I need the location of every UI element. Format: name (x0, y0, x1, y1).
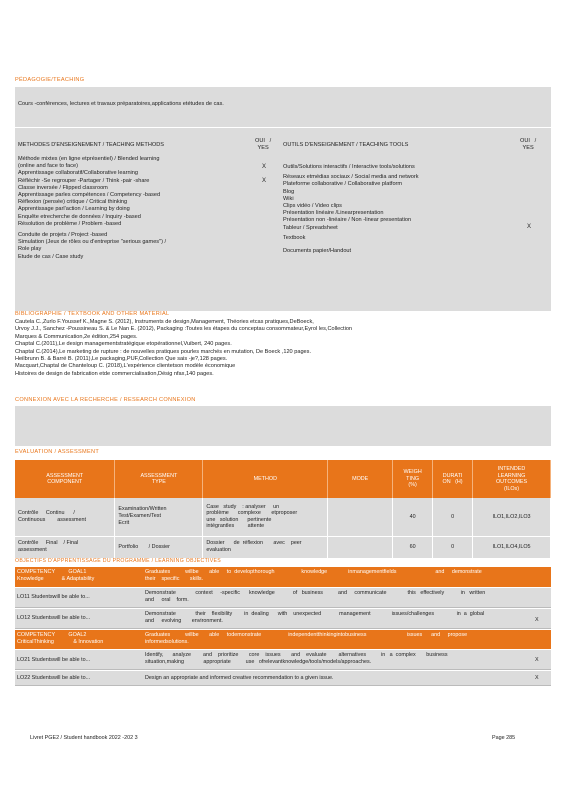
method-check-mark: X (262, 178, 267, 184)
row-component: Contrôle Final / Final assessment (15, 536, 115, 558)
row-mode (328, 536, 393, 558)
objectives-title: OBJECTIFS D'APPRENTISSAGE DU PROGRAMME / LEARNING OBJECTIVES (15, 558, 222, 564)
row-outcomes: ILO1,ILO4,ILO5 (473, 536, 551, 558)
row-method: Case study : analyser un problème complexe etproposer une solution pertinente intégrantles attente (203, 498, 328, 536)
bibliography-entry: Chaptal C.(2014),Le marketing de rupture : de nouvelles pratiques pourles marchés en mutation, De Boeck ,120 pages. (15, 348, 312, 355)
goal-text: Graduates willbe able todemonstrate independentthinkingintobusiness issues and propose informedsolutions. (145, 632, 468, 645)
objective-mark: X (535, 617, 539, 623)
method-item: Méthode mixtes (en ligne etprésentiel) / Blended learning (18, 156, 160, 162)
objective-text: Design an appropriate and informed creative recommendation to a given issue. (145, 675, 334, 681)
row-outcomes: ILO1,ILO2,ILO3 (473, 498, 551, 536)
research-title: CONNEXION AVEC LA RECHERCHE / RESEARCH CONNEXION (15, 397, 196, 403)
row-weighting: 40 (393, 498, 433, 536)
method-item: Apprentissage parl'action / Learning by doing (18, 206, 130, 213)
method-item: Apprentissage collaboratif/Collaborative learning (18, 170, 139, 177)
bibliography-entry: Heilbrunn B. & Barré B. (2011),Le packaging,PUF,Collection Que sais -je?,128 pages. (15, 356, 228, 363)
teaching-description-block (15, 87, 551, 127)
tool-item: Blog (283, 188, 295, 195)
bibliography-entry: Cautela C.,Zurlo F.Youssef K.,Magne S. (2012), Instruments de design,Management, Théories etcas pratiques,DeBoeck, (15, 319, 314, 325)
objective-row (15, 671, 551, 686)
row-type: Examination/Written Test/Examen/Test Ecrit (115, 498, 203, 536)
methods-yes-header: OUI / YES (255, 138, 272, 151)
row-component: Contrôle Continu / Continuous assessment (15, 498, 115, 536)
method-item: Enquête etrecherche de données / Inquiry -based (18, 213, 141, 220)
bibliography-entry: Urvoy J.J., Sanchez -Poussineau S. & Le Nan E. (2012), Packaging :Toutes les étapes du conceptau consommateur,Eyrol les,Collection (15, 326, 353, 333)
footer-handbook: Livret PGE2 / Student handbook 2022 -202 3 (30, 735, 138, 741)
tools-yes-header: OUI / YES (520, 138, 537, 151)
objective-code: LO11 Studentswill be able to... (17, 594, 90, 600)
header-component: ASSESSMENT COMPONENT (15, 460, 115, 498)
objective-row (15, 650, 551, 670)
teaching-description: Cours -conférences, lectures et travaux préparatoires,applications etétudes de cas. (18, 101, 224, 107)
header-weighting: WEIGH TING (%) (393, 460, 433, 498)
objective-text: Identify, analyze and prioritize core issues and evaluate alternatives in a complex business situation,making appropriate use ofrelevantknowledge/tools/models/approaches. (145, 652, 448, 665)
method-check-mark: X (262, 164, 267, 170)
row-weighting: 60 (393, 536, 433, 558)
method-item: Role play (18, 246, 42, 253)
bibliography-entry: Histoires de design de fabrication etde commercialisation,Désig nfax,140 pages. (15, 370, 214, 377)
goal-label: COMPETENCY GOAL1 Knowledge & Adaptability (17, 569, 95, 582)
tool-item: Tableur / Spreadsheet (283, 224, 338, 231)
research-block (15, 406, 551, 446)
bibliography-entry: Marques & Communication,2e édition,254 pages. (15, 333, 138, 340)
bibliography-list (15, 319, 551, 378)
tool-item: Présentation linéaire /Linearpresentation (283, 210, 384, 217)
method-item: Etude de cas / Case study (18, 253, 84, 260)
objective-text: Demonstrate their flexibility in dealing with unexpected management issues/challenges in a global and evolving environment. (145, 611, 485, 624)
objective-mark: X (535, 675, 539, 681)
method-item: Conduite de projets / Project -based (18, 232, 108, 239)
tool-item: Clips vidéo / Video clips (283, 203, 342, 210)
evaluation-header-row (15, 460, 551, 498)
tool-item: Documents papier/Handout (283, 248, 352, 255)
competency-goal-2 (15, 630, 551, 649)
footer-page-number: Page 285 (492, 735, 516, 741)
bibliography-title: BIBLIOGRAPHIE / TEXTBOOK AND OTHER MATERIAL (15, 311, 170, 317)
evaluation-table (15, 460, 551, 559)
tool-item: Réseaux etmédias sociaux / Social media and network (283, 174, 419, 181)
objective-row (15, 588, 551, 608)
method-item: Apprentissage parles compétences / Competency -based (18, 192, 161, 199)
bibliography-entry: Chaptal C.(2011),Le design managementstratégique etopérationnel,Vuibert, 240 pages. (15, 341, 232, 348)
row-method: Dossier de réflexion avec peer evaluation (203, 536, 328, 558)
method-item: Simulation (Jeux de rôles ou d'entreprise "serious games") / (18, 239, 167, 246)
row-type: Portfolio / Dossier (115, 536, 203, 558)
tool-item: Présentation non -linéaire / Non -linear presentation (283, 217, 412, 224)
objective-code: LO12 Studentswill be able to... (17, 615, 91, 621)
tool-check-mark: X (527, 224, 532, 230)
evaluation-row (15, 536, 551, 558)
header-type: ASSESSMENT TYPE (115, 460, 203, 498)
row-mode (328, 498, 393, 536)
tools-header: OUTILS D'ENSEIGNEMENT / TEACHING TOOLS (283, 142, 409, 148)
goal-text: Graduates willbe able to developthorough knowledge inmanagementfields and demonstrate their specific skills. (145, 569, 482, 582)
methods-tools-block (15, 128, 551, 311)
objective-row (15, 609, 551, 629)
bibliography-entry: Macquart,Chaptal de Chanteloup C. (2018),L'expérience clientetson modèle économique (15, 363, 236, 370)
header-mode: MODE (328, 460, 393, 498)
row-duration: 0 (433, 498, 473, 536)
header-method: METHOD (203, 460, 328, 498)
tool-item: Plateforme collaborative / Collaborative platform (283, 181, 403, 188)
teaching-title: PÉDAGOGIE/TEACHING (15, 77, 85, 83)
method-item: Réflexion (pensée) critique / Critical thinking (18, 199, 128, 206)
row-duration: 0 (433, 536, 473, 558)
competency-goal-1 (15, 567, 551, 587)
evaluation-row (15, 498, 551, 536)
objective-mark: X (535, 657, 539, 663)
tool-item: Outils/Solutions interactifs / Interactive tools/solutions (283, 164, 415, 170)
method-item: Classe inversée / Flipped classroom (18, 184, 108, 191)
objective-text: Demonstrate context -specific knowledge of business and communicate this effectively in written and oral form. (145, 590, 486, 603)
method-item: Résolution de problème / Problem -based (18, 220, 122, 227)
method-item: Réfléchir -Se regrouper -Partager / Think -pair -share (18, 177, 150, 184)
tool-item: Wiki (283, 195, 294, 202)
header-outcomes: INTENDED LEARNING OUTCOMES (ILOs) (473, 460, 551, 498)
methods-list (18, 156, 253, 261)
header-duration: DURATI ON (H) (433, 460, 473, 498)
objective-code: LO22 Studentswill be able to... (17, 675, 91, 681)
evaluation-title: EVALUATION / ASSESSMENT (15, 449, 100, 455)
methods-header: METHODES D'ENSEIGNEMENT / TEACHING METHODS (18, 142, 165, 148)
tool-item: Textbook (283, 234, 306, 241)
objective-code: LO21 Studentswill be able to... (17, 657, 91, 663)
tools-list (283, 164, 518, 255)
method-item: (online and face to face) (18, 163, 79, 170)
goal-label: COMPETENCY GOAL2 CriticalThinking & Innovation (17, 632, 104, 645)
